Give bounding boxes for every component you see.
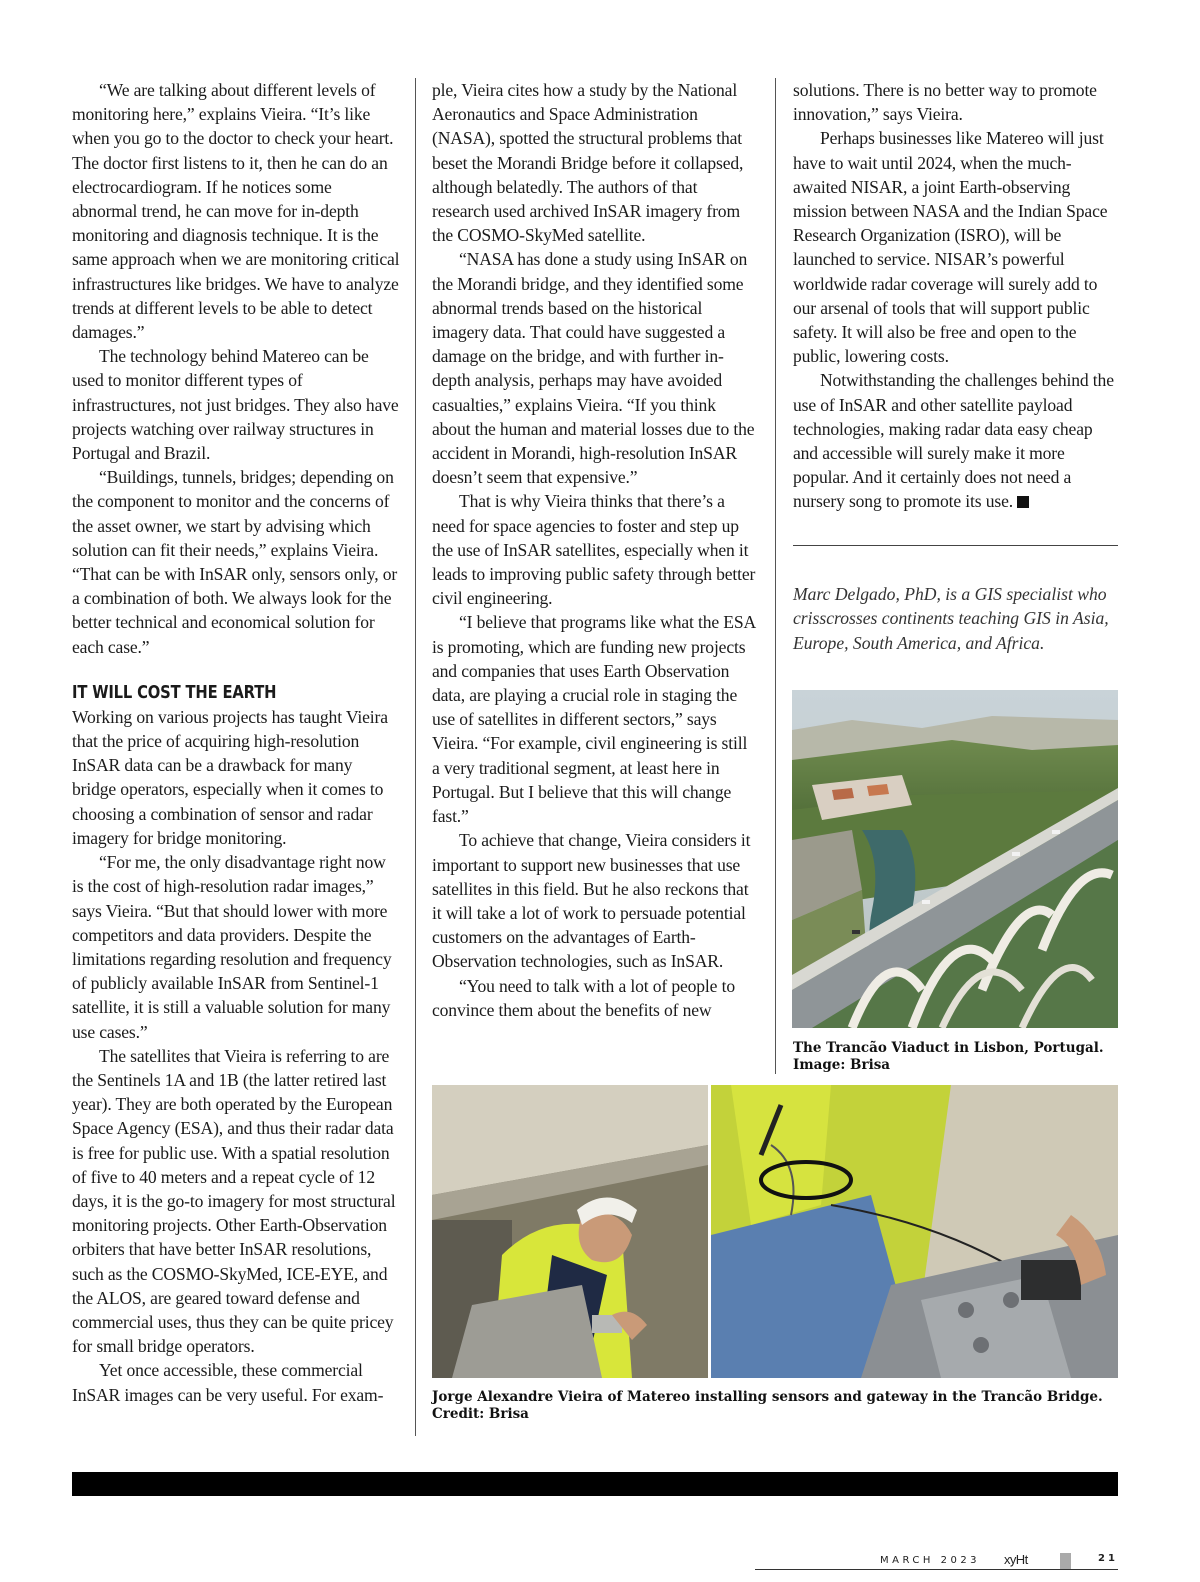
paragraph: Working on various projects has taught Vieira that the price of acquiring high-resolution InSAR data can be a drawback for many bridge operators, especially when it comes to choosing a combination of sensor and radar imagery for bridge monitoring. [72, 706, 388, 848]
paragraph [793, 368, 1118, 513]
paragraph: ple, Vieira cites how a study by the National Aeronautics and Space Administration (NASA), spotted the structural problems that beset the Morandi Bridge before it collapsed, although belatedly. The authors of that research used archived InSAR imagery from the COSMO-SkyMed satellite. [432, 80, 744, 246]
paragraph: solutions. There is no better way to promote innovation,” says Vieira. [793, 80, 1097, 125]
paragraph: “We are talking about different levels of monitoring here,” explains Vieira. “It’s like when you go to the doctor to check your heart. The doctor first listens to it, then he can do an electrocardiogram. If he notices some abnormal trend, he can move for in-depth monitoring and diagnosis technique. It is the same approach when we are monitoring critical infrastructures like bridges. We have to analyze trends at different levels to be able to detect damages.” [72, 80, 400, 343]
paragraph: “Buildings, tunnels, bridges; depending on the component to monitor and the concerns of the asset owner, we start by advising which solution can fit their needs,” explains Vieira. “That can be with InSAR only, sensors only, or a combination of both. We always look for the better technical and economical solution for each case.” [72, 467, 398, 657]
worker-photo-caption [432, 1389, 1118, 1423]
column-divider [775, 78, 776, 1074]
author-bio: Marc Delgado, PhD, is a GIS specialist who crisscrosses continents teaching GIS in Asia, Europe, South America, and Africa. [793, 584, 1109, 653]
paragraph: Yet once accessible, these commercial InSAR images can be very useful. For exam- [72, 1360, 384, 1405]
worker-photo-left [432, 1085, 708, 1378]
article-column-1 [72, 78, 400, 1407]
footer-black-bar [72, 1472, 1118, 1496]
column-divider [415, 78, 416, 1436]
paragraph: “You need to talk with a lot of people to convince them about the benefits of new [432, 975, 735, 1020]
footer-rule [755, 1569, 1118, 1570]
bridge-photo [792, 690, 1118, 1028]
article-column-2 [432, 78, 758, 1022]
paragraph: The technology behind Matereo can be used to monitor different types of infrastructures, not just bridges. They also have projects watching over railway structures in Portugal and Brazil. [72, 346, 399, 464]
paragraph-text: Notwithstanding the challenges behind the use of InSAR and other satellite payload technologies, making radar data easy cheap and accessible will surely make it more popular. And it certainly does not need a nursery song to promote its use. [793, 370, 1114, 512]
worker-photo-right [711, 1085, 1118, 1378]
paragraph: Perhaps businesses like Matereo will just have to wait until 2024, when the much-awaited NISAR, a joint Earth-observing mission between NASA and the Indian Space Research Organization (ISRO), will be launched to service. NISAR’s powerful worldwide radar coverage will surely add to our arsenal of tools that will support public safety. It will also be free and open to the public, lowering costs. [793, 128, 1108, 367]
paragraph: “NASA has done a study using InSAR on the Morandi bridge, and they identified some abnormal trends based on the historical imagery data. That could have suggested a damage on the bridge, and with further in-depth analysis, perhaps may have avoided casualties,” explains Vieira. “If you think about the human and material losses due to the accident in Morandi, high-resolution InSAR doesn’t seem that expensive.” [432, 249, 755, 488]
caption-credit: Image: Brisa [793, 1057, 891, 1073]
issue-date: MARCH 2023 [880, 1555, 981, 1566]
end-of-article-mark [1017, 496, 1029, 508]
footer-separator-block [1060, 1553, 1071, 1569]
page-number: 21 [1098, 1553, 1118, 1564]
caption-line: Jorge Alexandre Vieira of Matereo installing sensors and gateway in the Trancão Bridge. [432, 1389, 1103, 1405]
magazine-name: xyHt [1004, 1552, 1028, 1567]
paragraph: To achieve that change, Vieira considers it important to support new businesses that use satellites in this field. But he also reckons that it will take a lot of work to persuade potential customers on the advantages of Earth-Observation technologies, such as InSAR. [432, 830, 751, 972]
caption-credit: Credit: Brisa [432, 1406, 529, 1422]
bio-divider [793, 545, 1118, 546]
section-subhead: IT WILL COST THE EARTH [72, 681, 277, 703]
paragraph: “For me, the only disadvantage right now is the cost of high-resolution radar images,” says Vieira. “But that should lower with more competitors and data providers. Despite the limitations regarding resolution and frequency of publicly available InSAR from Sentinel-1 satellite, it is still a valuable solution for many use cases.” [72, 852, 392, 1042]
article-column-3 [793, 78, 1118, 514]
paragraph: The satellites that Vieira is referring to are the Sentinels 1A and 1B (the latter retired last year). They are both operated by the European Space Agency (ESA), and thus their radar data is free for public use. With a spatial resolution of five to 40 meters and a repeat cycle of 12 days, it is the go-to imagery for most structural monitoring projects. Other Earth-Observation orbiters that have better InSAR resolutions, such as the COSMO-SkyMed, ICE-EYE, and the ALOS, are geared toward defense and commercial uses, thus they can be quite pricey for small bridge operators. [72, 1045, 396, 1357]
paragraph: That is why Vieira thinks that there’s a need for space agencies to foster and step up the use of InSAR satellites, especially when it leads to improving public safety through better civil engineering. [432, 491, 756, 609]
caption-line: The Trancão Viaduct in Lisbon, Portugal. [793, 1040, 1104, 1056]
bridge-photo-caption [793, 1040, 1123, 1074]
paragraph: “I believe that programs like what the ESA is promoting, which are funding new projects and companies that uses Earth Observation data, are playing a crucial role in staging the use of satellites in different sectors,” says Vieira. “For example, civil engineering is still a very traditional segment, at least here in Portugal. But I believe that this will change fast.” [432, 612, 756, 827]
